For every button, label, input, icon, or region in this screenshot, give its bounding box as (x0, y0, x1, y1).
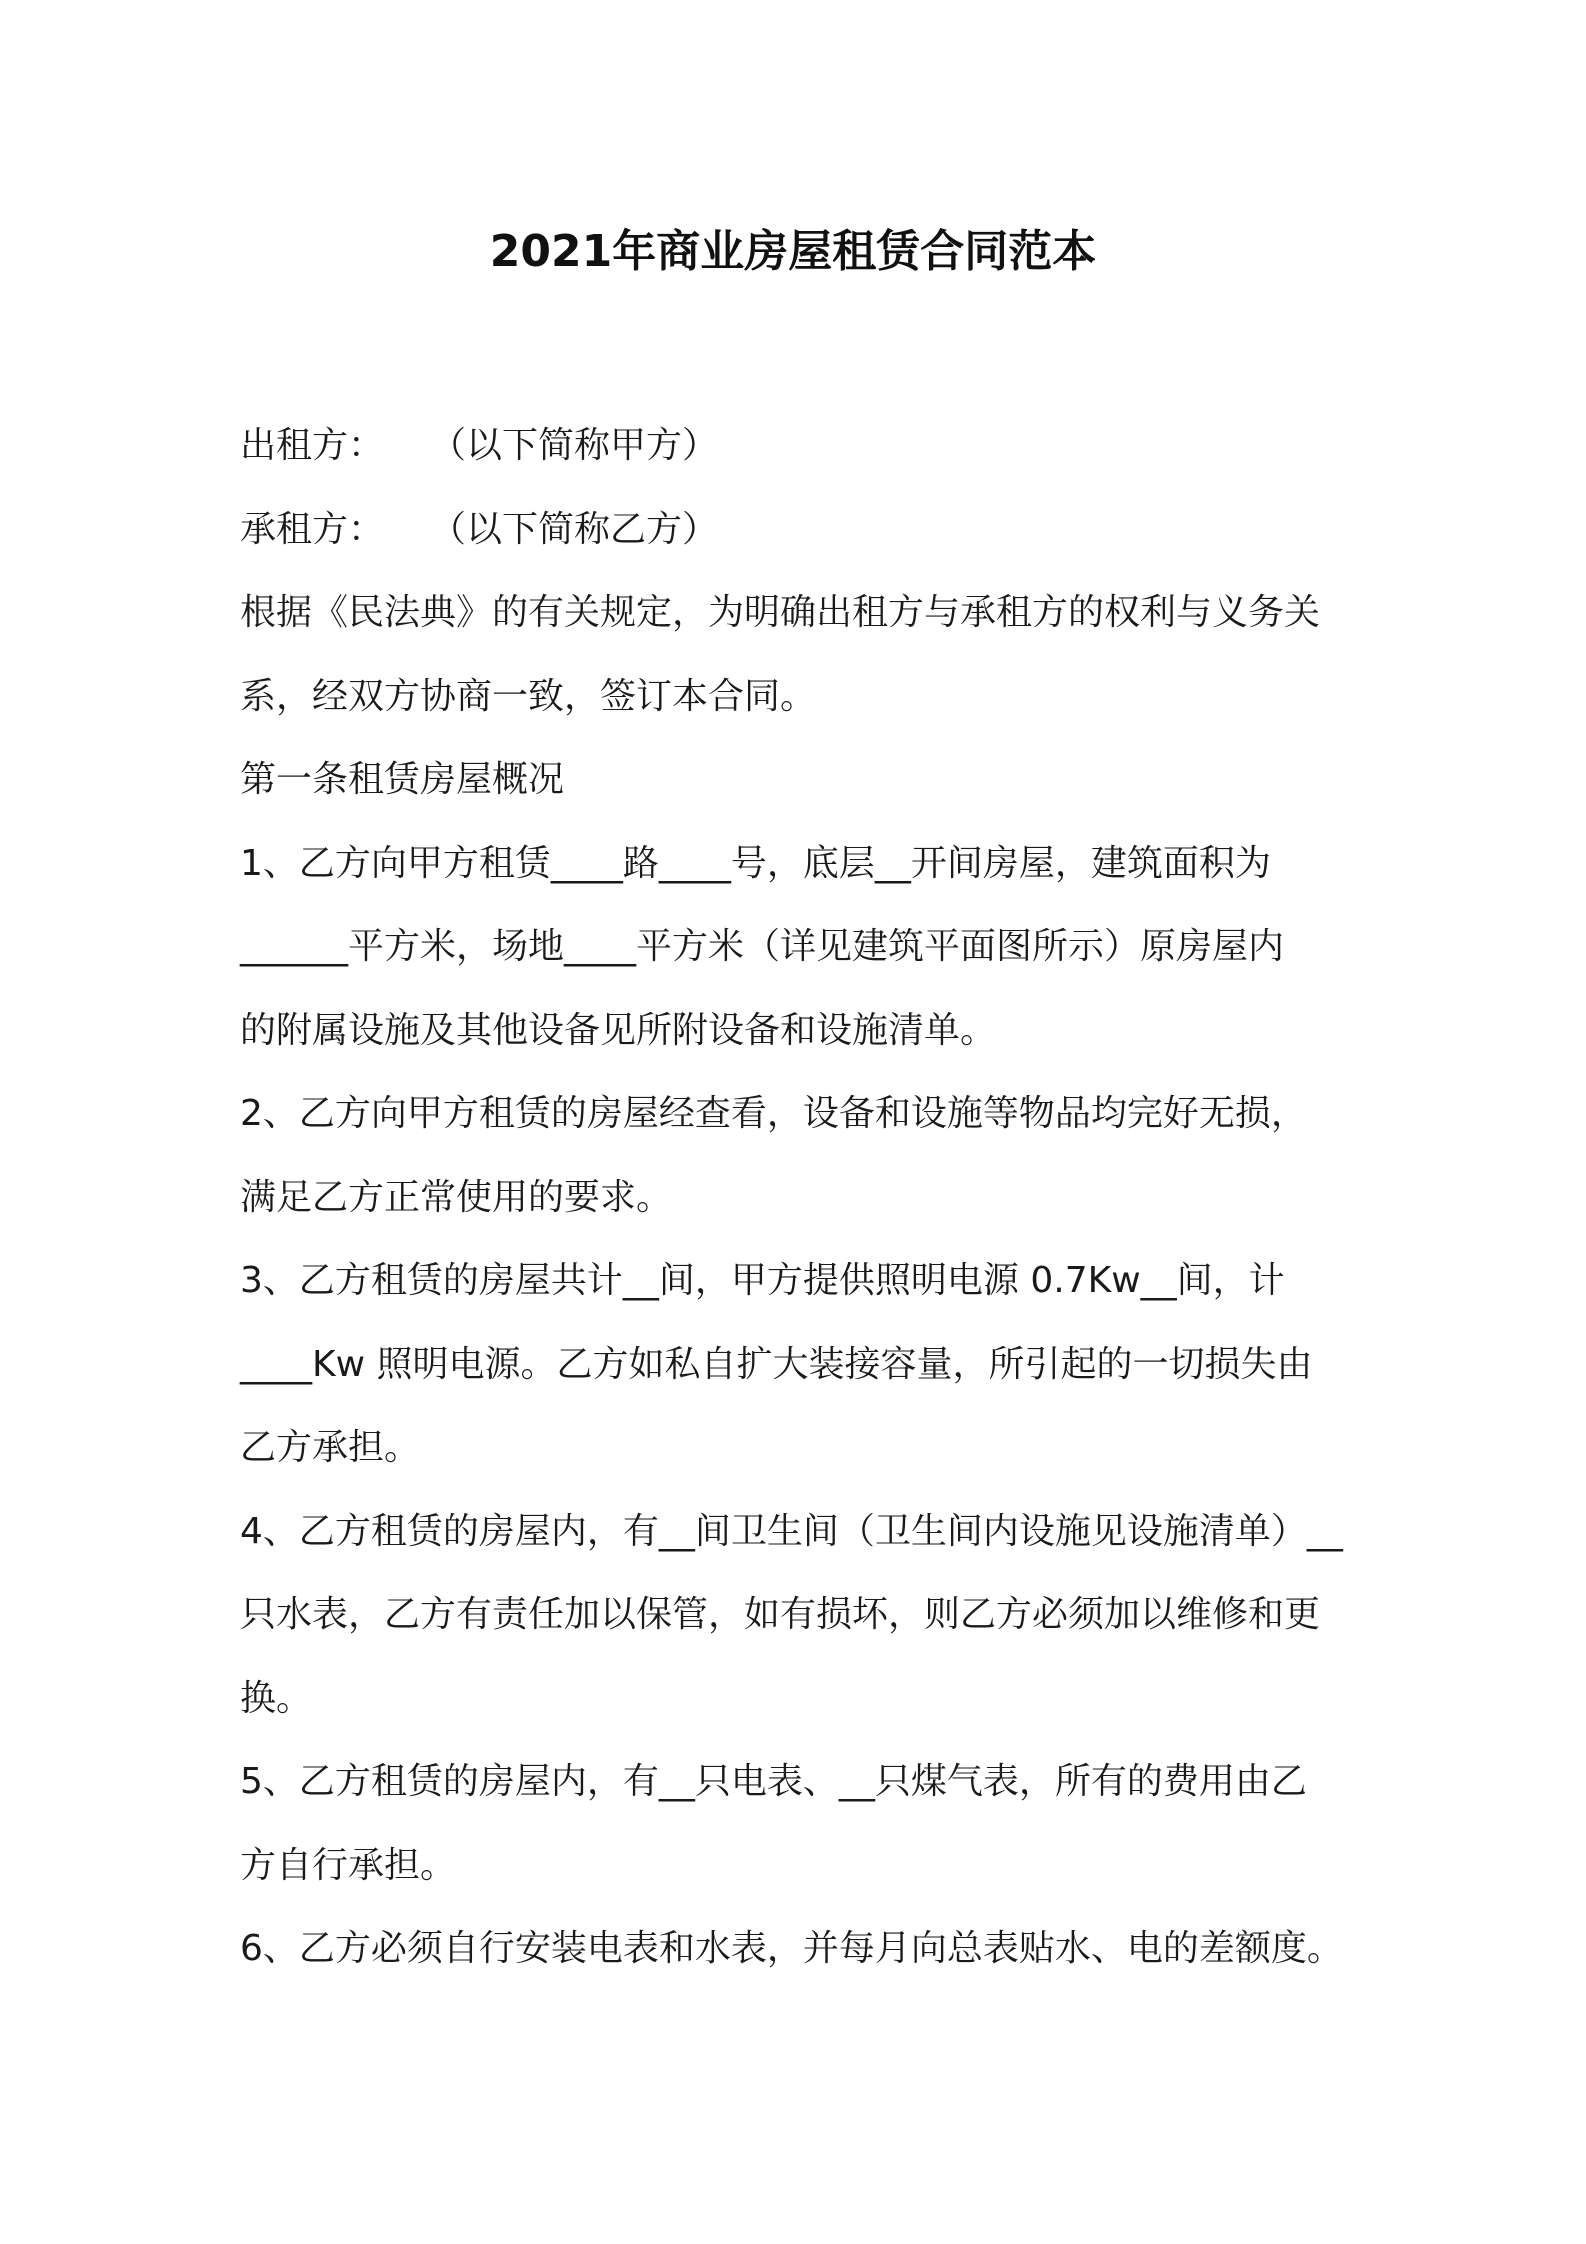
text-line: 满足乙方正常使用的要求。 (240, 1176, 673, 1218)
text-line: 根据《民法典》的有关规定，为明确出租方与承租方的权利与义务关 (240, 592, 1321, 633)
lessor-label: 出租方： (240, 425, 385, 466)
text-line: 6、乙方必须自行安装电表和水表，并每月向总表贴水、电的差额度。 (240, 1928, 1343, 1969)
lessee-line (240, 488, 1360, 572)
text-line: 的附属设施及其他设备见所附设备和设施清单。 (240, 1009, 997, 1051)
lessor-line (240, 404, 1360, 488)
document-body (240, 404, 1360, 1991)
text-line: 乙方承担。 (240, 1427, 421, 1468)
lessor-note: （以下简称甲方） (430, 425, 719, 466)
text-line: 3、乙方租赁的房屋共计__间，甲方提供照明电源 0.7Kw__间，计 (240, 1260, 1285, 1301)
text-line: 1、乙方向甲方租赁____路____号，底层__开间房屋，建筑面积为 (240, 842, 1271, 884)
text-line: ______平方米，场地____平方米（详见建筑平面图所示）原房屋内 (240, 926, 1285, 967)
text-line: 4、乙方租赁的房屋内，有__间卫生间（卫生间内设施见设施清单）__ (240, 1510, 1343, 1552)
text-line: 只水表，乙方有责任加以保管，如有损坏，则乙方必须加以维修和更 (240, 1594, 1321, 1635)
lessee-label: 承租方： (240, 508, 385, 550)
lessee-note: （以下简称乙方） (430, 508, 719, 550)
text-line: 2、乙方向甲方租赁的房屋经查看，设备和设施等物品均完好无损， (240, 1093, 1307, 1134)
section-heading: 第一条租赁房屋概况 (240, 759, 565, 800)
text-line: 方自行承担。 (240, 1844, 457, 1886)
text-line: 换。 (240, 1677, 313, 1719)
text-line: ____Kw 照明电源。乙方如私自扩大装接容量，所引起的一切损失由 (240, 1343, 1313, 1385)
document-title: 2021年商业房屋租赁合同范本 (489, 226, 1097, 277)
text-line: 5、乙方租赁的房屋内，有__只电表、__只煤气表，所有的费用由乙 (240, 1761, 1307, 1802)
text-line: 系，经双方协商一致，签订本合同。 (240, 675, 817, 717)
